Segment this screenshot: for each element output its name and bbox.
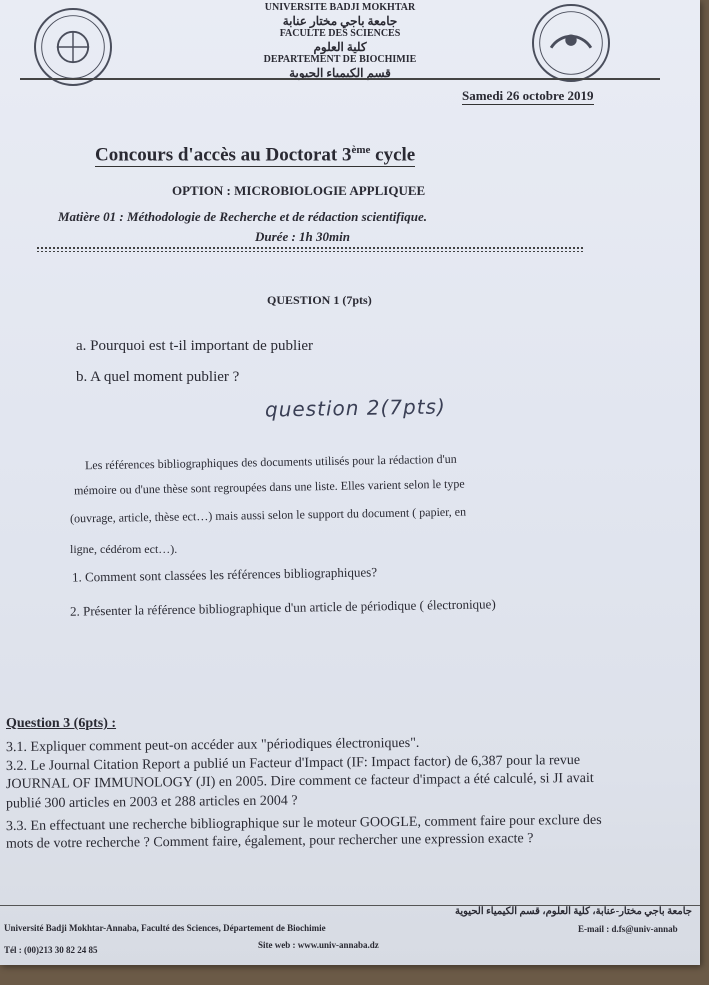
institution-header — [175, 2, 505, 80]
university-seal-left — [34, 8, 112, 86]
question1-item-b: b. A quel moment publier ? — [76, 369, 240, 385]
faculty-emblem-icon — [534, 6, 608, 80]
question3-line: JOURNAL OF IMMUNOLOGY (JI) en 2005. Dire comment ce facteur d'impact a été calculé, si JI avait — [5, 770, 594, 793]
header-rule — [20, 78, 660, 80]
department-name: DEPARTEMENT DE BIOCHIMIE — [263, 54, 417, 65]
question3-line: publié 300 articles en 2003 et 288 articles en 2004 ? — [5, 793, 298, 812]
exam-title: Concours d'accès au Doctorat 3ème cycle — [95, 144, 416, 166]
question3-line: mots de votre recherche ? Comment faire, également, pour rechercher une expression exacte ? — [5, 831, 534, 852]
question3-line: 3.1. Expliquer comment peut-on accéder aux "périodiques électroniques". — [5, 735, 420, 756]
footer-phone: Tél : (00)213 30 82 24 85 — [4, 945, 98, 955]
seal-emblem-icon — [36, 10, 110, 84]
footer-address-ar: جامعة باجي مختار-عنابة، كلية العلوم، قسم الكيمياء الحيوية — [455, 906, 692, 917]
footer-address: Université Badji Mokhtar-Annaba, Faculté des Sciences, Département de Biochimie — [4, 923, 326, 933]
exam-duration: Durée : 1h 30min — [255, 229, 350, 244]
exam-date: Samedi 26 octobre 2019 — [462, 88, 594, 103]
university-name: UNIVERSITE BADJI MOKHTAR — [264, 2, 416, 13]
exam-subject: Matière 01 : Méthodologie de Recherche et de rédaction scientifique. — [58, 209, 427, 224]
question2-paragraph-line: ligne, cédérom ect…). — [70, 542, 178, 556]
question3-line: 3.2. Le Journal Citation Report a publié un Facteur d'Impact (IF: Impact factor) de 6,387 pour la revue — [5, 752, 581, 775]
question1-heading: QUESTION 1 (7pts) — [267, 293, 372, 307]
question2-paragraph-line: Les références bibliographiques des documents utilisés pour la rédaction d'un — [84, 451, 457, 473]
question1-item-a: a. Pourquoi est t-il important de publier — [76, 338, 314, 354]
university-name-ar: جامعة باجي مختار عنابة — [282, 14, 398, 28]
footer-website: Site web : www.univ-annaba.dz — [258, 940, 379, 950]
question2-item-1: 1. Comment sont classées les références bibliographiques? — [71, 564, 378, 585]
question2-paragraph-line: mémoire ou d'une thèse sont regroupées dans une liste. Elles varient selon le type — [73, 476, 465, 498]
question3-heading: Question 3 (6pts) : — [6, 716, 117, 731]
faculty-name: FACULTE DES SCIENCES — [279, 28, 401, 39]
exam-option: OPTION : MICROBIOLOGIE APPLIQUEE — [172, 183, 426, 198]
faculty-name-ar: كلية العلوم — [313, 40, 367, 54]
department-name-ar: قسم الكيمياء الحيوية — [289, 66, 391, 80]
footer-email: E-mail : d.fs@univ-annab — [578, 924, 678, 934]
faculty-seal-right — [532, 4, 610, 82]
question3-line: 3.3. En effectuant une recherche bibliographique sur le moteur GOOGLE, comment faire pour exclure des — [5, 812, 602, 835]
question2-item-2: 2. Présenter la référence bibliographique d'un article de périodique ( électronique) — [69, 596, 496, 619]
star-separator — [36, 246, 584, 252]
question2-paragraph-line: (ouvrage, article, thèse ect…) mais aussi selon le support du document ( papier, en — [69, 504, 467, 526]
question2-handwritten-heading: question 2(7pts) — [264, 394, 446, 422]
